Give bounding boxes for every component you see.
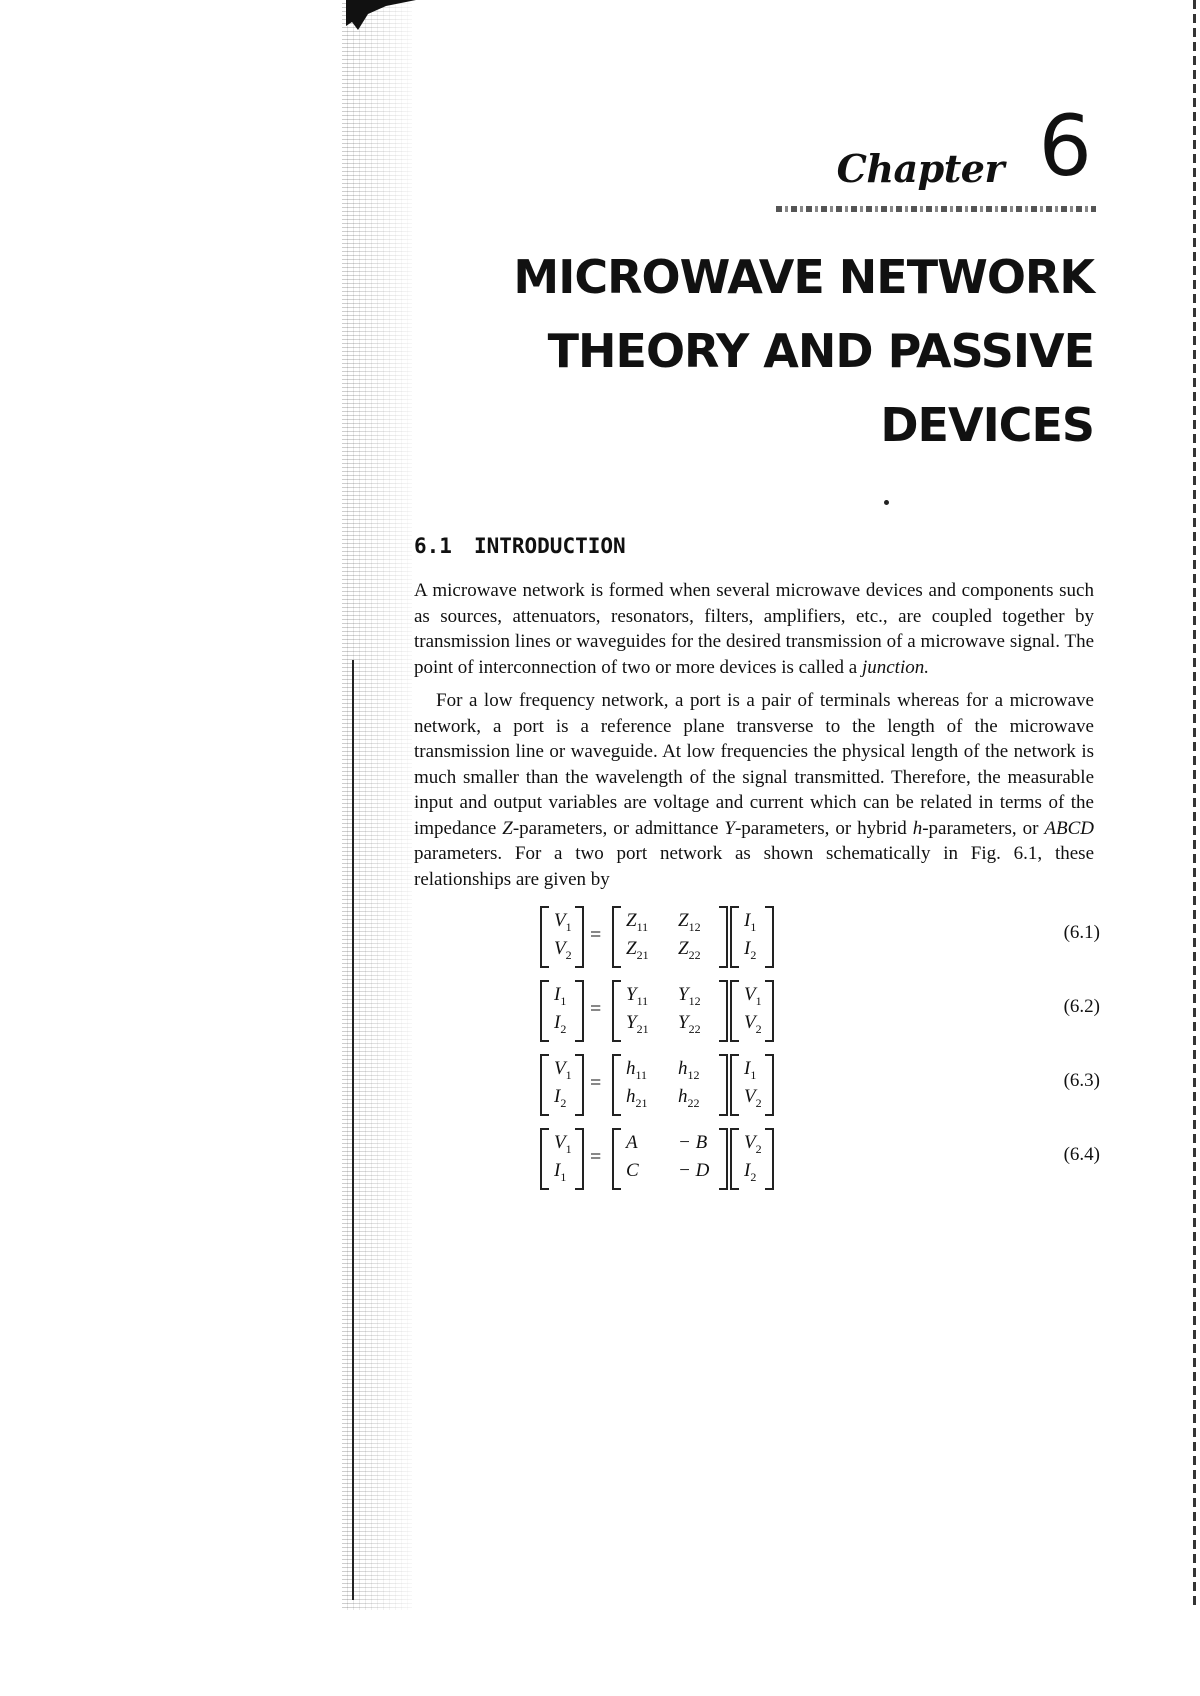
italic-term: Z	[502, 817, 513, 839]
paragraph-text: parameters. For a two port network as shown schematically in Fig. 6.1, these relationships are given by	[414, 843, 1094, 890]
paragraph-intro	[414, 578, 1094, 680]
paragraph-text: -parameters, or hybrid	[734, 817, 913, 839]
italic-term: ABCD	[1044, 817, 1094, 839]
chapter-title	[454, 240, 1094, 462]
paragraph-text: -parameters, or	[922, 817, 1045, 839]
equals-sign: =	[590, 1072, 602, 1094]
equals-sign: =	[590, 998, 602, 1020]
paragraph-text: -parameters, or admittance	[512, 817, 725, 839]
italic-term: junction.	[861, 656, 929, 678]
coefficient-matrix	[612, 1128, 728, 1190]
matrix-entry: $Z_{12}$	[678, 910, 701, 934]
rhs-vector	[730, 980, 774, 1042]
matrix-entry: $h_{22}$	[678, 1086, 700, 1110]
lhs-vector	[540, 980, 584, 1042]
matrix-entry: $I_2$	[744, 1160, 757, 1184]
matrix-entry: $Z_{21}$	[626, 938, 649, 962]
matrix-entry: $h_{21}$	[626, 1086, 648, 1110]
matrix-entry: $V_2$	[744, 1012, 762, 1036]
equation-number: (6.3)	[1063, 1070, 1100, 1091]
equals-sign: =	[590, 1146, 602, 1168]
matrix-entry: $V_2$	[744, 1086, 762, 1110]
matrix-entry: − B	[678, 1132, 708, 1153]
matrix-entry: $I_1$	[554, 1160, 567, 1184]
lhs-vector	[540, 906, 584, 968]
equation-row	[540, 906, 1100, 968]
matrix-entry: $V_1$	[554, 1132, 572, 1156]
section-title: INTRODUCTION	[473, 534, 626, 558]
lhs-vector	[540, 1054, 584, 1116]
page-right-edge	[1193, 0, 1196, 1610]
matrix-entry: $Y_{21}$	[626, 1012, 649, 1036]
matrix-entry: $Y_{12}$	[678, 984, 701, 1008]
paragraph-text: For a low frequency network, a port is a pair of terminals whereas for a microwave network, a port is a reference plane transverse to the length of the microwave transmission line or waveguide. At low frequencies the physical length of the network is much smaller than the wavelength of the signal transmitted. Therefore, the measurable input and output variables are voltage and current which can be related in terms of the impedance	[414, 690, 1094, 839]
chapter-number: 6	[1038, 97, 1092, 195]
equation-row	[540, 1128, 1100, 1190]
binding-edge-line	[352, 660, 354, 1600]
matrix-entry: $Z_{11}$	[626, 910, 649, 934]
equation-row	[540, 980, 1100, 1042]
matrix-entry: $I_2$	[554, 1086, 567, 1110]
corner-scan-mark	[346, 0, 416, 40]
equation-number: (6.4)	[1063, 1144, 1100, 1165]
matrix-entry: $Z_{22}$	[678, 938, 701, 962]
matrix-entry: $V_2$	[554, 938, 572, 962]
matrix-entry: $h_{12}$	[678, 1058, 700, 1082]
section-heading	[414, 534, 626, 558]
matrix-entry: − D	[678, 1160, 710, 1181]
chapter-ornament-rule	[776, 206, 1096, 212]
matrix-entry: C	[626, 1160, 639, 1181]
equals-sign: =	[590, 924, 602, 946]
chapter-title-line: THEORY AND PASSIVE	[547, 324, 1094, 378]
matrix-entry: A	[626, 1132, 638, 1153]
matrix-entry: $I_1$	[554, 984, 567, 1008]
rhs-vector	[730, 906, 774, 968]
matrix-entry: $V_1$	[744, 984, 762, 1008]
matrix-entry: $I_1$	[744, 1058, 757, 1082]
matrix-entry: $I_2$	[744, 938, 757, 962]
matrix-entry: $h_{11}$	[626, 1058, 648, 1082]
section-number: 6.1	[414, 534, 452, 558]
matrix-entry: $V_1$	[554, 910, 572, 934]
coefficient-matrix	[612, 1054, 728, 1116]
matrix-entry: $V_1$	[554, 1058, 572, 1082]
italic-term: h	[912, 817, 923, 839]
chapter-title-line: DEVICES	[880, 398, 1094, 452]
equation-number: (6.1)	[1063, 922, 1100, 943]
matrix-entry: $V_2$	[744, 1132, 762, 1156]
chapter-title-line: MICROWAVE NETWORK	[513, 250, 1094, 304]
matrix-entry: $I_1$	[744, 910, 757, 934]
paragraph-text: A microwave network is formed when several microwave devices and components such as sources, attenuators, resonators, filters, amplifiers, etc., are coupled together by transmission lines or waveguides for the desired transmission of a microwave signal. The point of interconnection of two or more devices is called a	[414, 580, 1094, 678]
chapter-label: Chapter	[836, 146, 1004, 191]
coefficient-matrix	[612, 906, 728, 968]
lhs-vector	[540, 1128, 584, 1190]
equation-row	[540, 1054, 1100, 1116]
matrix-entry: $Y_{11}$	[626, 984, 649, 1008]
equation-number: (6.2)	[1063, 996, 1100, 1017]
italic-term: Y	[724, 817, 735, 839]
coefficient-matrix	[612, 980, 728, 1042]
rhs-vector	[730, 1128, 774, 1190]
matrix-entry: $Y_{22}$	[678, 1012, 701, 1036]
stray-dot	[884, 500, 889, 505]
matrix-entry: $I_2$	[554, 1012, 567, 1036]
paragraph-ports	[414, 688, 1094, 892]
rhs-vector	[730, 1054, 774, 1116]
